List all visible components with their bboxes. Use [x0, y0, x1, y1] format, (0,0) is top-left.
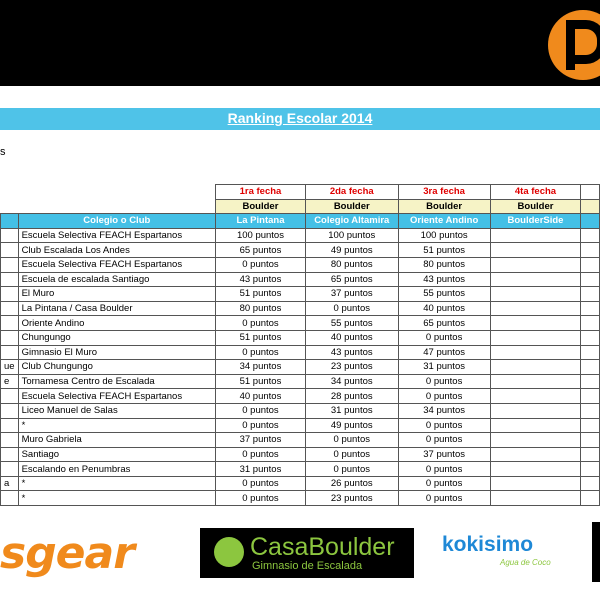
- points-fecha-4: [490, 433, 581, 448]
- points-fecha-3: 47 puntos: [398, 345, 490, 360]
- row-prefix: [1, 447, 19, 462]
- points-fecha-4: [490, 447, 581, 462]
- sede-4: BoulderSide: [490, 214, 581, 229]
- points-fecha-2: 0 puntos: [305, 433, 398, 448]
- club-name: Escuela Selectiva FEACH Espartanos: [18, 389, 215, 404]
- row-prefix: [1, 243, 19, 258]
- points-fecha-2: 23 puntos: [305, 491, 398, 506]
- points-fecha-4: [490, 272, 581, 287]
- club-name: Escuela Selectiva FEACH Espartanos: [18, 257, 215, 272]
- disciplina-row: [1, 199, 600, 214]
- points-fecha-4: [490, 228, 581, 243]
- table-row: [1, 301, 600, 316]
- row-prefix: a: [1, 476, 19, 491]
- points-fecha-1: 0 puntos: [216, 257, 306, 272]
- points-extra: [581, 389, 600, 404]
- points-fecha-1: 100 puntos: [216, 228, 306, 243]
- points-fecha-3: 0 puntos: [398, 476, 490, 491]
- points-fecha-2: 100 puntos: [305, 228, 398, 243]
- table-row: [1, 316, 600, 331]
- points-fecha-2: 0 puntos: [305, 462, 398, 477]
- points-fecha-4: [490, 301, 581, 316]
- table-row: [1, 462, 600, 477]
- points-fecha-3: 0 puntos: [398, 491, 490, 506]
- points-fecha-3: 65 puntos: [398, 316, 490, 331]
- sede-3: Oriente Andino: [398, 214, 490, 229]
- sede-2: Colegio Altamira: [305, 214, 398, 229]
- row-prefix: ue: [1, 360, 19, 375]
- points-fecha-1: 0 puntos: [216, 476, 306, 491]
- points-fecha-2: 28 puntos: [305, 389, 398, 404]
- row-prefix: [1, 316, 19, 331]
- row-prefix: [1, 228, 19, 243]
- points-extra: [581, 243, 600, 258]
- points-extra: [581, 360, 600, 375]
- club-name: *: [18, 491, 215, 506]
- row-prefix: [1, 491, 19, 506]
- club-name: Gimnasio El Muro: [18, 345, 215, 360]
- points-fecha-1: 0 puntos: [216, 403, 306, 418]
- points-fecha-1: 65 puntos: [216, 243, 306, 258]
- casaboulder-subtitle: Gimnasio de Escalada: [252, 560, 363, 572]
- points-fecha-3: 51 puntos: [398, 243, 490, 258]
- points-fecha-1: 37 puntos: [216, 433, 306, 448]
- points-extra: [581, 418, 600, 433]
- club-name: Liceo Manuel de Salas: [18, 403, 215, 418]
- points-extra: [581, 228, 600, 243]
- club-name: Escalando en Penumbras: [18, 462, 215, 477]
- points-fecha-2: 37 puntos: [305, 287, 398, 302]
- fecha-4: 4ta fecha: [490, 185, 581, 200]
- header-row: [1, 214, 600, 229]
- row-prefix: [1, 330, 19, 345]
- kokisimo-logo: kokisimo: [442, 533, 534, 556]
- club-name: Oriente Andino: [18, 316, 215, 331]
- table-row: [1, 272, 600, 287]
- fecha-row: [1, 185, 600, 200]
- points-fecha-2: 43 puntos: [305, 345, 398, 360]
- points-fecha-2: 23 puntos: [305, 360, 398, 375]
- table-row: [1, 287, 600, 302]
- points-fecha-2: 40 puntos: [305, 330, 398, 345]
- casaboulder-name: CasaBoulder: [250, 533, 395, 561]
- points-extra: [581, 491, 600, 506]
- table-row: [1, 389, 600, 404]
- table-row: [1, 345, 600, 360]
- row-prefix: [1, 389, 19, 404]
- points-fecha-4: [490, 316, 581, 331]
- points-fecha-4: [490, 389, 581, 404]
- points-fecha-3: 31 puntos: [398, 360, 490, 375]
- table-row: [1, 418, 600, 433]
- points-fecha-3: 0 puntos: [398, 462, 490, 477]
- points-fecha-1: 34 puntos: [216, 360, 306, 375]
- points-extra: [581, 433, 600, 448]
- club-name: El Muro: [18, 287, 215, 302]
- points-fecha-4: [490, 462, 581, 477]
- points-extra: [581, 476, 600, 491]
- points-fecha-3: 0 puntos: [398, 418, 490, 433]
- club-name: Santiago: [18, 447, 215, 462]
- points-fecha-3: 0 puntos: [398, 433, 490, 448]
- club-name: La Pintana / Casa Boulder: [18, 301, 215, 316]
- points-extra: [581, 257, 600, 272]
- points-fecha-4: [490, 374, 581, 389]
- club-name: Muro Gabriela: [18, 433, 215, 448]
- points-fecha-4: [490, 345, 581, 360]
- points-fecha-2: 49 puntos: [305, 418, 398, 433]
- table-row: [1, 330, 600, 345]
- points-fecha-1: 0 puntos: [216, 316, 306, 331]
- points-fecha-2: 49 puntos: [305, 243, 398, 258]
- points-fecha-1: 51 puntos: [216, 374, 306, 389]
- page-title: Ranking Escolar 2014: [227, 110, 373, 126]
- points-extra: [581, 287, 600, 302]
- points-fecha-4: [490, 476, 581, 491]
- table-row: [1, 447, 600, 462]
- sgear-logo: sgear: [0, 528, 134, 579]
- row-prefix: [1, 257, 19, 272]
- points-fecha-4: [490, 360, 581, 375]
- points-fecha-1: 0 puntos: [216, 345, 306, 360]
- club-name: Escuela Selectiva FEACH Espartanos: [18, 228, 215, 243]
- points-fecha-2: 55 puntos: [305, 316, 398, 331]
- disciplina-3: Boulder: [398, 199, 490, 214]
- p-logo-icon: [548, 10, 600, 80]
- partial-logo: [592, 522, 600, 582]
- title-banner: [0, 108, 600, 130]
- points-fecha-3: 0 puntos: [398, 389, 490, 404]
- row-prefix: [1, 301, 19, 316]
- points-fecha-4: [490, 403, 581, 418]
- points-extra: [581, 272, 600, 287]
- points-fecha-3: 43 puntos: [398, 272, 490, 287]
- table-row: [1, 228, 600, 243]
- table-row: [1, 403, 600, 418]
- row-prefix: [1, 287, 19, 302]
- points-extra: [581, 301, 600, 316]
- club-column-header: Colegio o Club: [18, 214, 215, 229]
- points-fecha-1: 51 puntos: [216, 287, 306, 302]
- table-row: [1, 243, 600, 258]
- points-extra: [581, 447, 600, 462]
- points-fecha-3: 80 puntos: [398, 257, 490, 272]
- table-row: [1, 491, 600, 506]
- club-name: Tornamesa Centro de Escalada: [18, 374, 215, 389]
- points-fecha-2: 34 puntos: [305, 374, 398, 389]
- club-name: *: [18, 476, 215, 491]
- points-fecha-3: 0 puntos: [398, 330, 490, 345]
- points-extra: [581, 316, 600, 331]
- points-fecha-2: 26 puntos: [305, 476, 398, 491]
- table-row: [1, 476, 600, 491]
- points-fecha-4: [490, 243, 581, 258]
- table-row: [1, 374, 600, 389]
- points-fecha-3: 0 puntos: [398, 374, 490, 389]
- club-name: Club Chungungo: [18, 360, 215, 375]
- points-fecha-4: [490, 287, 581, 302]
- fecha-3: 3ra fecha: [398, 185, 490, 200]
- points-fecha-1: 80 puntos: [216, 301, 306, 316]
- kokisimo-subtitle: Agua de Coco: [500, 558, 551, 567]
- points-fecha-3: 100 puntos: [398, 228, 490, 243]
- stray-text: s: [0, 146, 6, 158]
- club-name: *: [18, 418, 215, 433]
- disciplina-2: Boulder: [305, 199, 398, 214]
- disciplina-4: Boulder: [490, 199, 581, 214]
- points-fecha-3: 37 puntos: [398, 447, 490, 462]
- club-name: Club Escalada Los Andes: [18, 243, 215, 258]
- ranking-table: [0, 184, 600, 506]
- points-extra: [581, 403, 600, 418]
- table-row: [1, 257, 600, 272]
- points-fecha-1: 40 puntos: [216, 389, 306, 404]
- table-row: [1, 433, 600, 448]
- sede-1: La Pintana: [216, 214, 306, 229]
- points-fecha-1: 43 puntos: [216, 272, 306, 287]
- points-fecha-1: 0 puntos: [216, 491, 306, 506]
- row-prefix: [1, 462, 19, 477]
- points-extra: [581, 374, 600, 389]
- fecha-2: 2da fecha: [305, 185, 398, 200]
- row-prefix: [1, 272, 19, 287]
- row-prefix: [1, 345, 19, 360]
- points-fecha-2: 31 puntos: [305, 403, 398, 418]
- points-fecha-3: 55 puntos: [398, 287, 490, 302]
- club-name: Escuela de escalada Santiago: [18, 272, 215, 287]
- points-fecha-1: 31 puntos: [216, 462, 306, 477]
- top-black-banner: [0, 0, 600, 86]
- points-fecha-4: [490, 257, 581, 272]
- points-fecha-2: 80 puntos: [305, 257, 398, 272]
- points-fecha-2: 65 puntos: [305, 272, 398, 287]
- points-fecha-2: 0 puntos: [305, 447, 398, 462]
- points-extra: [581, 345, 600, 360]
- row-prefix: [1, 403, 19, 418]
- disciplina-1: Boulder: [216, 199, 306, 214]
- row-prefix: [1, 433, 19, 448]
- casaboulder-logo: [200, 528, 414, 578]
- points-fecha-1: 0 puntos: [216, 418, 306, 433]
- points-fecha-3: 40 puntos: [398, 301, 490, 316]
- points-fecha-1: 51 puntos: [216, 330, 306, 345]
- points-fecha-4: [490, 330, 581, 345]
- points-fecha-4: [490, 491, 581, 506]
- fecha-1: 1ra fecha: [216, 185, 306, 200]
- row-prefix: [1, 418, 19, 433]
- points-fecha-2: 0 puntos: [305, 301, 398, 316]
- points-fecha-4: [490, 418, 581, 433]
- casaboulder-climber-icon: [214, 537, 244, 567]
- row-prefix: e: [1, 374, 19, 389]
- club-name: Chungungo: [18, 330, 215, 345]
- points-extra: [581, 330, 600, 345]
- points-fecha-3: 34 puntos: [398, 403, 490, 418]
- points-extra: [581, 462, 600, 477]
- table-row: [1, 360, 600, 375]
- points-fecha-1: 0 puntos: [216, 447, 306, 462]
